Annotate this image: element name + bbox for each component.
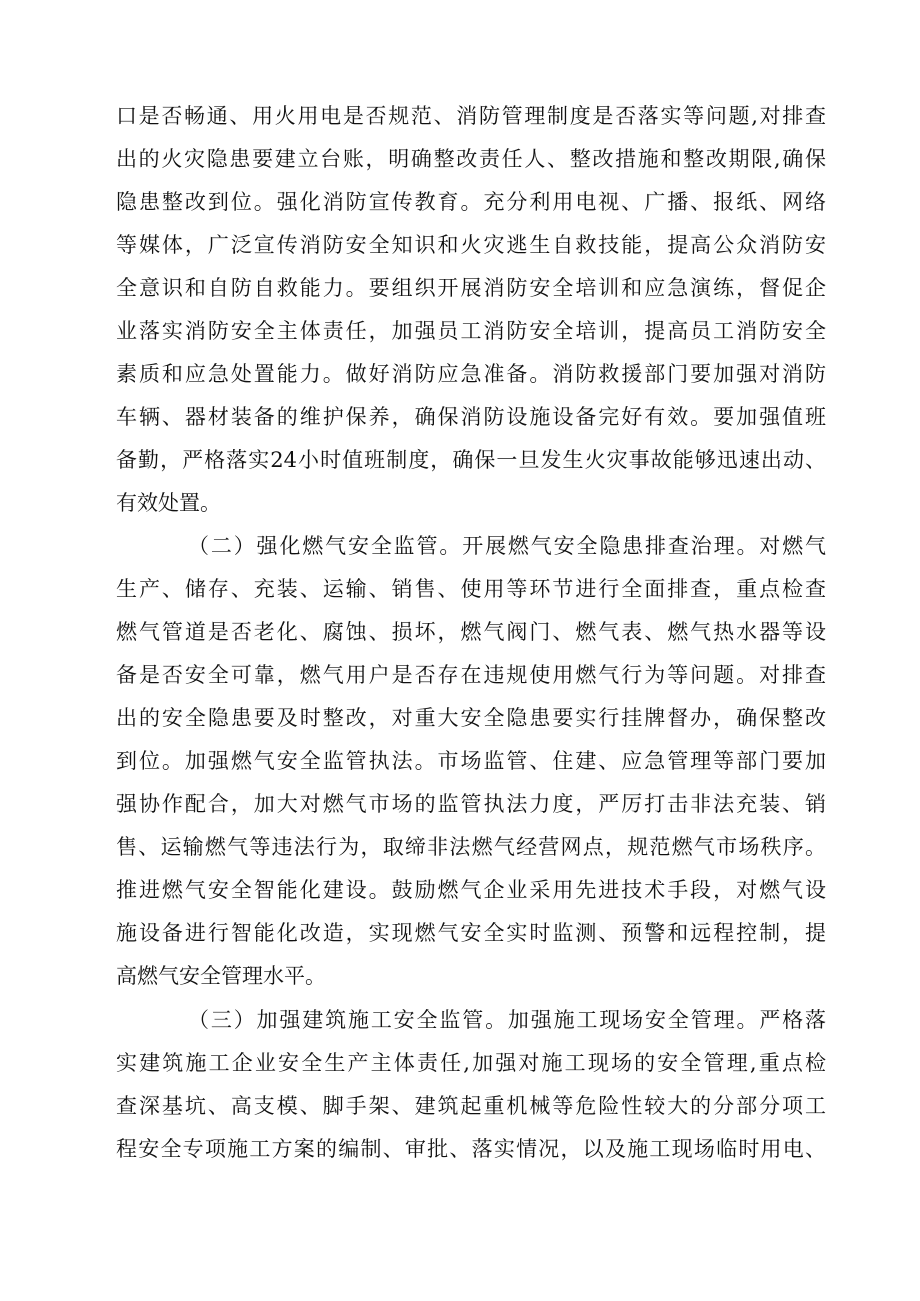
text-line: 有效处置。 [116, 491, 221, 515]
text-line: 程安全专项施工方案的编制、审批、落实情况，以及施工现场临时用电、 [116, 1137, 826, 1161]
text-line: 素质和应急处置能力。做好消防应急准备。消防救援部门要加强对消防 [116, 362, 826, 386]
text-line: 推进燃气安全智能化建设。鼓励燃气企业采用先进技术手段，对燃气设 [116, 878, 826, 902]
text-line: 实建筑施工企业安全生产主体责任,加强对施工现场的安全管理,重点检 [116, 1051, 826, 1075]
text-line: 备是否安全可靠，燃气用户是否存在违规使用燃气行为等问题。对排查 [116, 663, 826, 687]
text-line: 备勤，严格落实24小时值班制度，确保一旦发生火灾事故能够迅速出动、 [116, 448, 826, 472]
text-line: 燃气管道是否老化、腐蚀、损坏，燃气阀门、燃气表、燃气热水器等设 [116, 620, 826, 644]
paragraph-heading-line: （三）加强建筑施工安全监管。加强施工现场安全管理。严格落 [188, 1008, 826, 1032]
text-line: 车辆、器材装备的维护保养，确保消防设施设备完好有效。要加强值班 [116, 405, 826, 429]
text-line: 等媒体，广泛宣传消防安全知识和火灾逃生自救技能，提高公众消防安 [116, 233, 826, 257]
text-line: 隐患整改到位。强化消防宣传教育。充分利用电视、广播、报纸、网络 [116, 190, 826, 214]
text-line: 全意识和自防自救能力。要组织开展消防安全培训和应急演练，督促企 [116, 276, 826, 300]
text-line: 查深基坑、高支模、脚手架、建筑起重机械等危险性较大的分部分项工 [116, 1094, 826, 1118]
text-line: 施设备进行智能化改造，实现燃气安全实时监测、预警和远程控制，提 [116, 921, 826, 945]
text-line: 口是否畅通、用火用电是否规范、消防管理制度是否落实等问题,对排查 [116, 104, 826, 128]
text-line: 出的安全隐患要及时整改，对重大安全隐患要实行挂牌督办，确保整改 [116, 706, 826, 730]
text-line: 生产、储存、充装、运输、销售、使用等环节进行全面排查，重点检查 [116, 577, 826, 601]
text-line: 强协作配合，加大对燃气市场的监管执法力度，严厉打击非法充装、销 [116, 792, 826, 816]
text-line: 出的火灾隐患要建立台账，明确整改责任人、整改措施和整改期限,确保 [116, 147, 826, 171]
text-line: 售、运输燃气等违法行为，取缔非法燃气经营网点，规范燃气市场秩序。 [116, 835, 826, 859]
paragraph-heading-line: （二）强化燃气安全监管。开展燃气安全隐患排查治理。对燃气 [188, 534, 826, 558]
text-line: 高燃气安全管理水平。 [116, 964, 326, 988]
text-line: 到位。加强燃气安全监管执法。市场监管、住建、应急管理等部门要加 [116, 749, 826, 773]
text-line: 业落实消防安全主体责任，加强员工消防安全培训，提高员工消防安全 [116, 319, 826, 343]
